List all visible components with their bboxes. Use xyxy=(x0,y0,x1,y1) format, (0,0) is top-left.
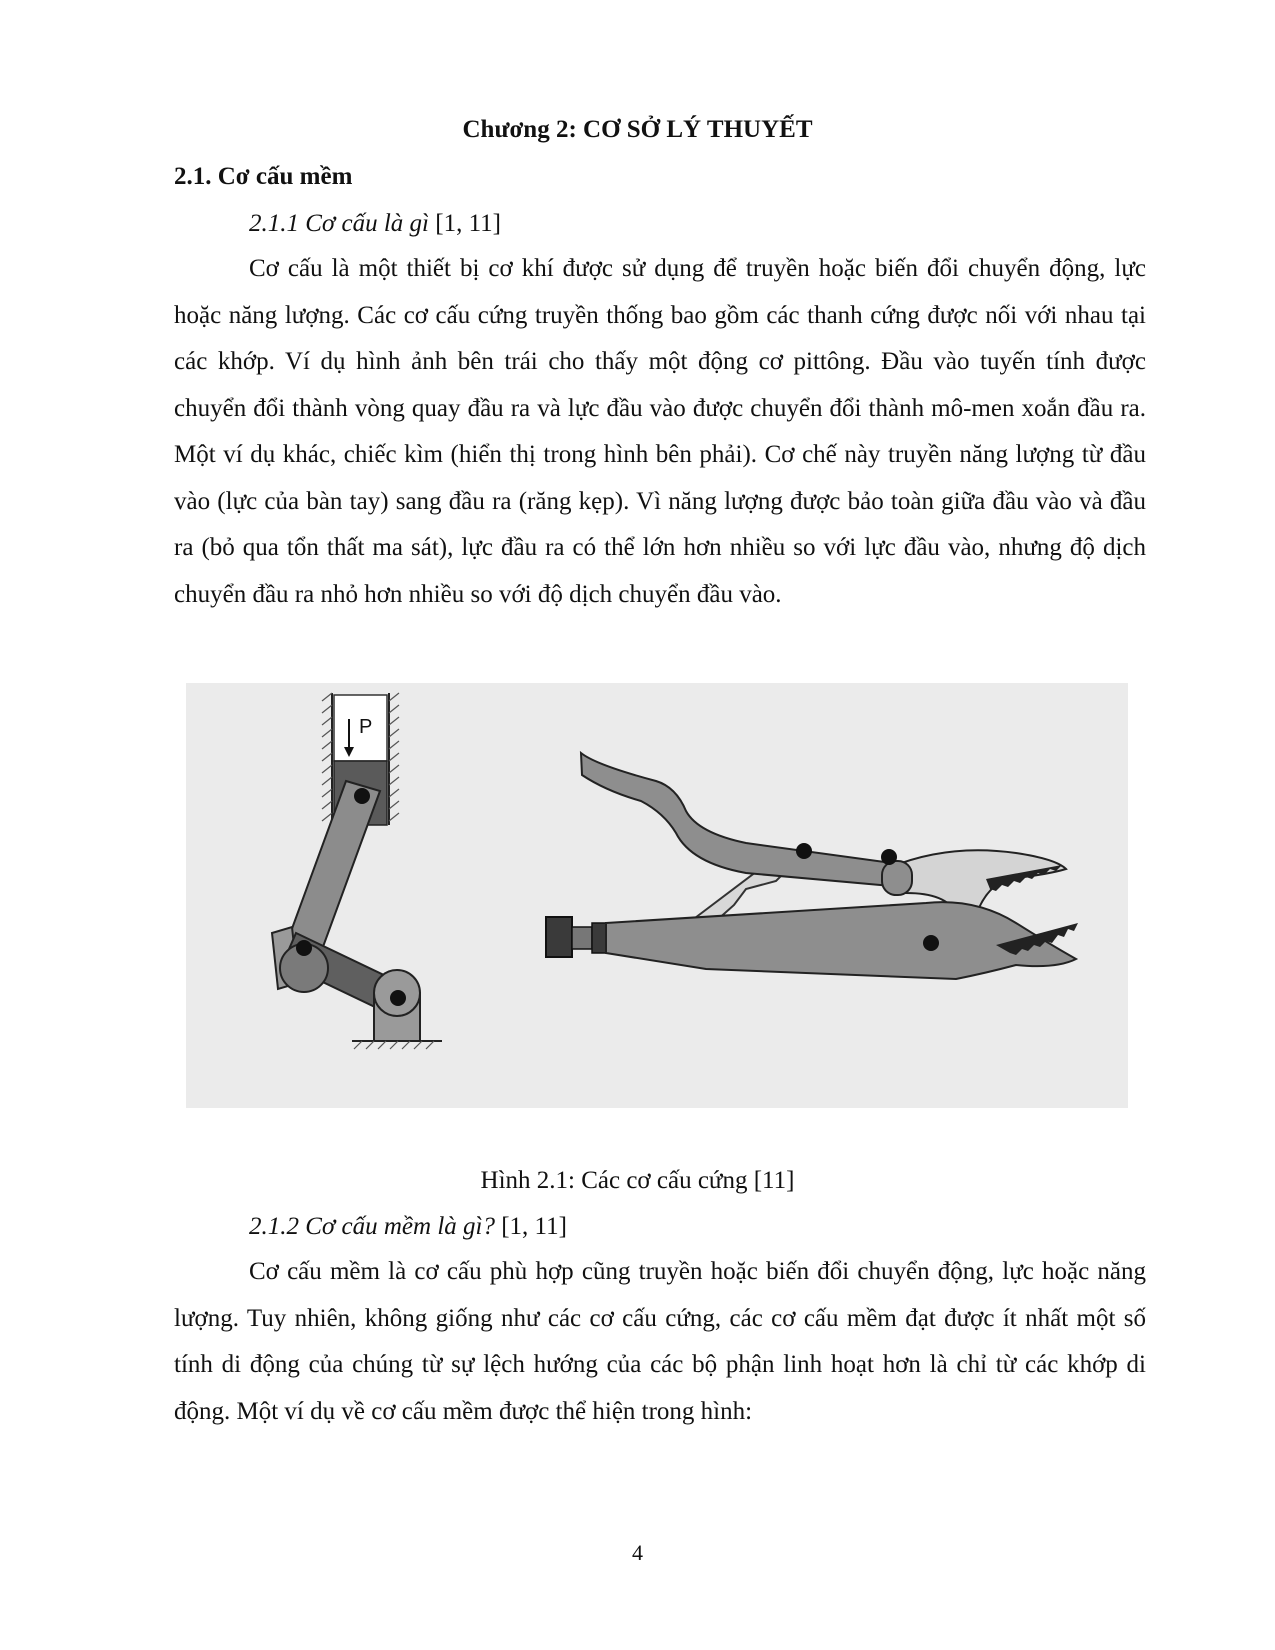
figure-rigid-mechanisms xyxy=(186,683,1128,1108)
subsection-title: 2.1.2 Cơ cấu mềm là gì? xyxy=(249,1213,495,1240)
figure-illustration xyxy=(186,683,1128,1108)
paragraph-2-text: Cơ cấu mềm là cơ cấu phù hợp cũng truyền hoặc biến đổi chuyển động, lực hoặc năng lượng. Tuy nhiên, không giống như các cơ cấu cứng, các cơ cấu mềm đạt được ít nhất một số tính di động của chúng từ sự lệch hướng của các bộ phận linh hoạt hơn là chỉ từ các khớp di động. Một ví dụ về cơ cấu mềm được thể hiện trong hình: xyxy=(174,1258,1146,1425)
pliers-mechanism xyxy=(546,753,1078,979)
paragraph-1 xyxy=(174,246,1146,618)
subsection-heading-2 xyxy=(249,1213,567,1241)
page-number: 4 xyxy=(632,1540,643,1565)
subsection-ref: [1, 11] xyxy=(501,1213,567,1240)
figure-caption: Hình 2.1: Các cơ cấu cứng [11] xyxy=(480,1167,795,1194)
subsection-title: 2.1.1 Cơ cấu là gì xyxy=(249,210,430,237)
subsection-ref: [1, 11] xyxy=(435,210,501,237)
subsection-heading-1 xyxy=(249,210,501,238)
paragraph-1-text: Cơ cấu là một thiết bị cơ khí được sử dụng để truyền hoặc biến đổi chuyển động, lực hoặc năng lượng. Các cơ cấu cứng truyền thống bao gồm các thanh cứng được nối với nhau tại các khớp. Ví dụ hình ảnh bên trái cho thấy một động cơ pittông. Đầu vào tuyến tính được chuyển đổi thành vòng quay đầu ra và lực đầu vào được chuyển đổi thành mô-men xoắn đầu ra. Một ví dụ khác, chiếc kìm (hiển thị trong hình bên phải). Cơ chế này truyền năng lượng từ đầu vào (lực của bàn tay) sang đầu ra (răng kẹp). Vì năng lượng được bảo toàn giữa đầu vào và đầu ra (bỏ qua tổn thất ma sát), lực đầu ra có thể lớn hơn nhiều so với lực đầu vào, nhưng độ dịch chuyển đầu ra nhỏ hơn nhiều so với độ dịch chuyển đầu vào. xyxy=(174,255,1146,608)
chapter-title: Chương 2: CƠ SỞ LÝ THUYẾT xyxy=(462,116,813,143)
section-title: 2.1. Cơ cấu mềm xyxy=(174,163,353,190)
force-label-p: P xyxy=(359,716,373,738)
piston-mechanism xyxy=(272,693,442,1049)
paragraph-2 xyxy=(174,1249,1146,1435)
